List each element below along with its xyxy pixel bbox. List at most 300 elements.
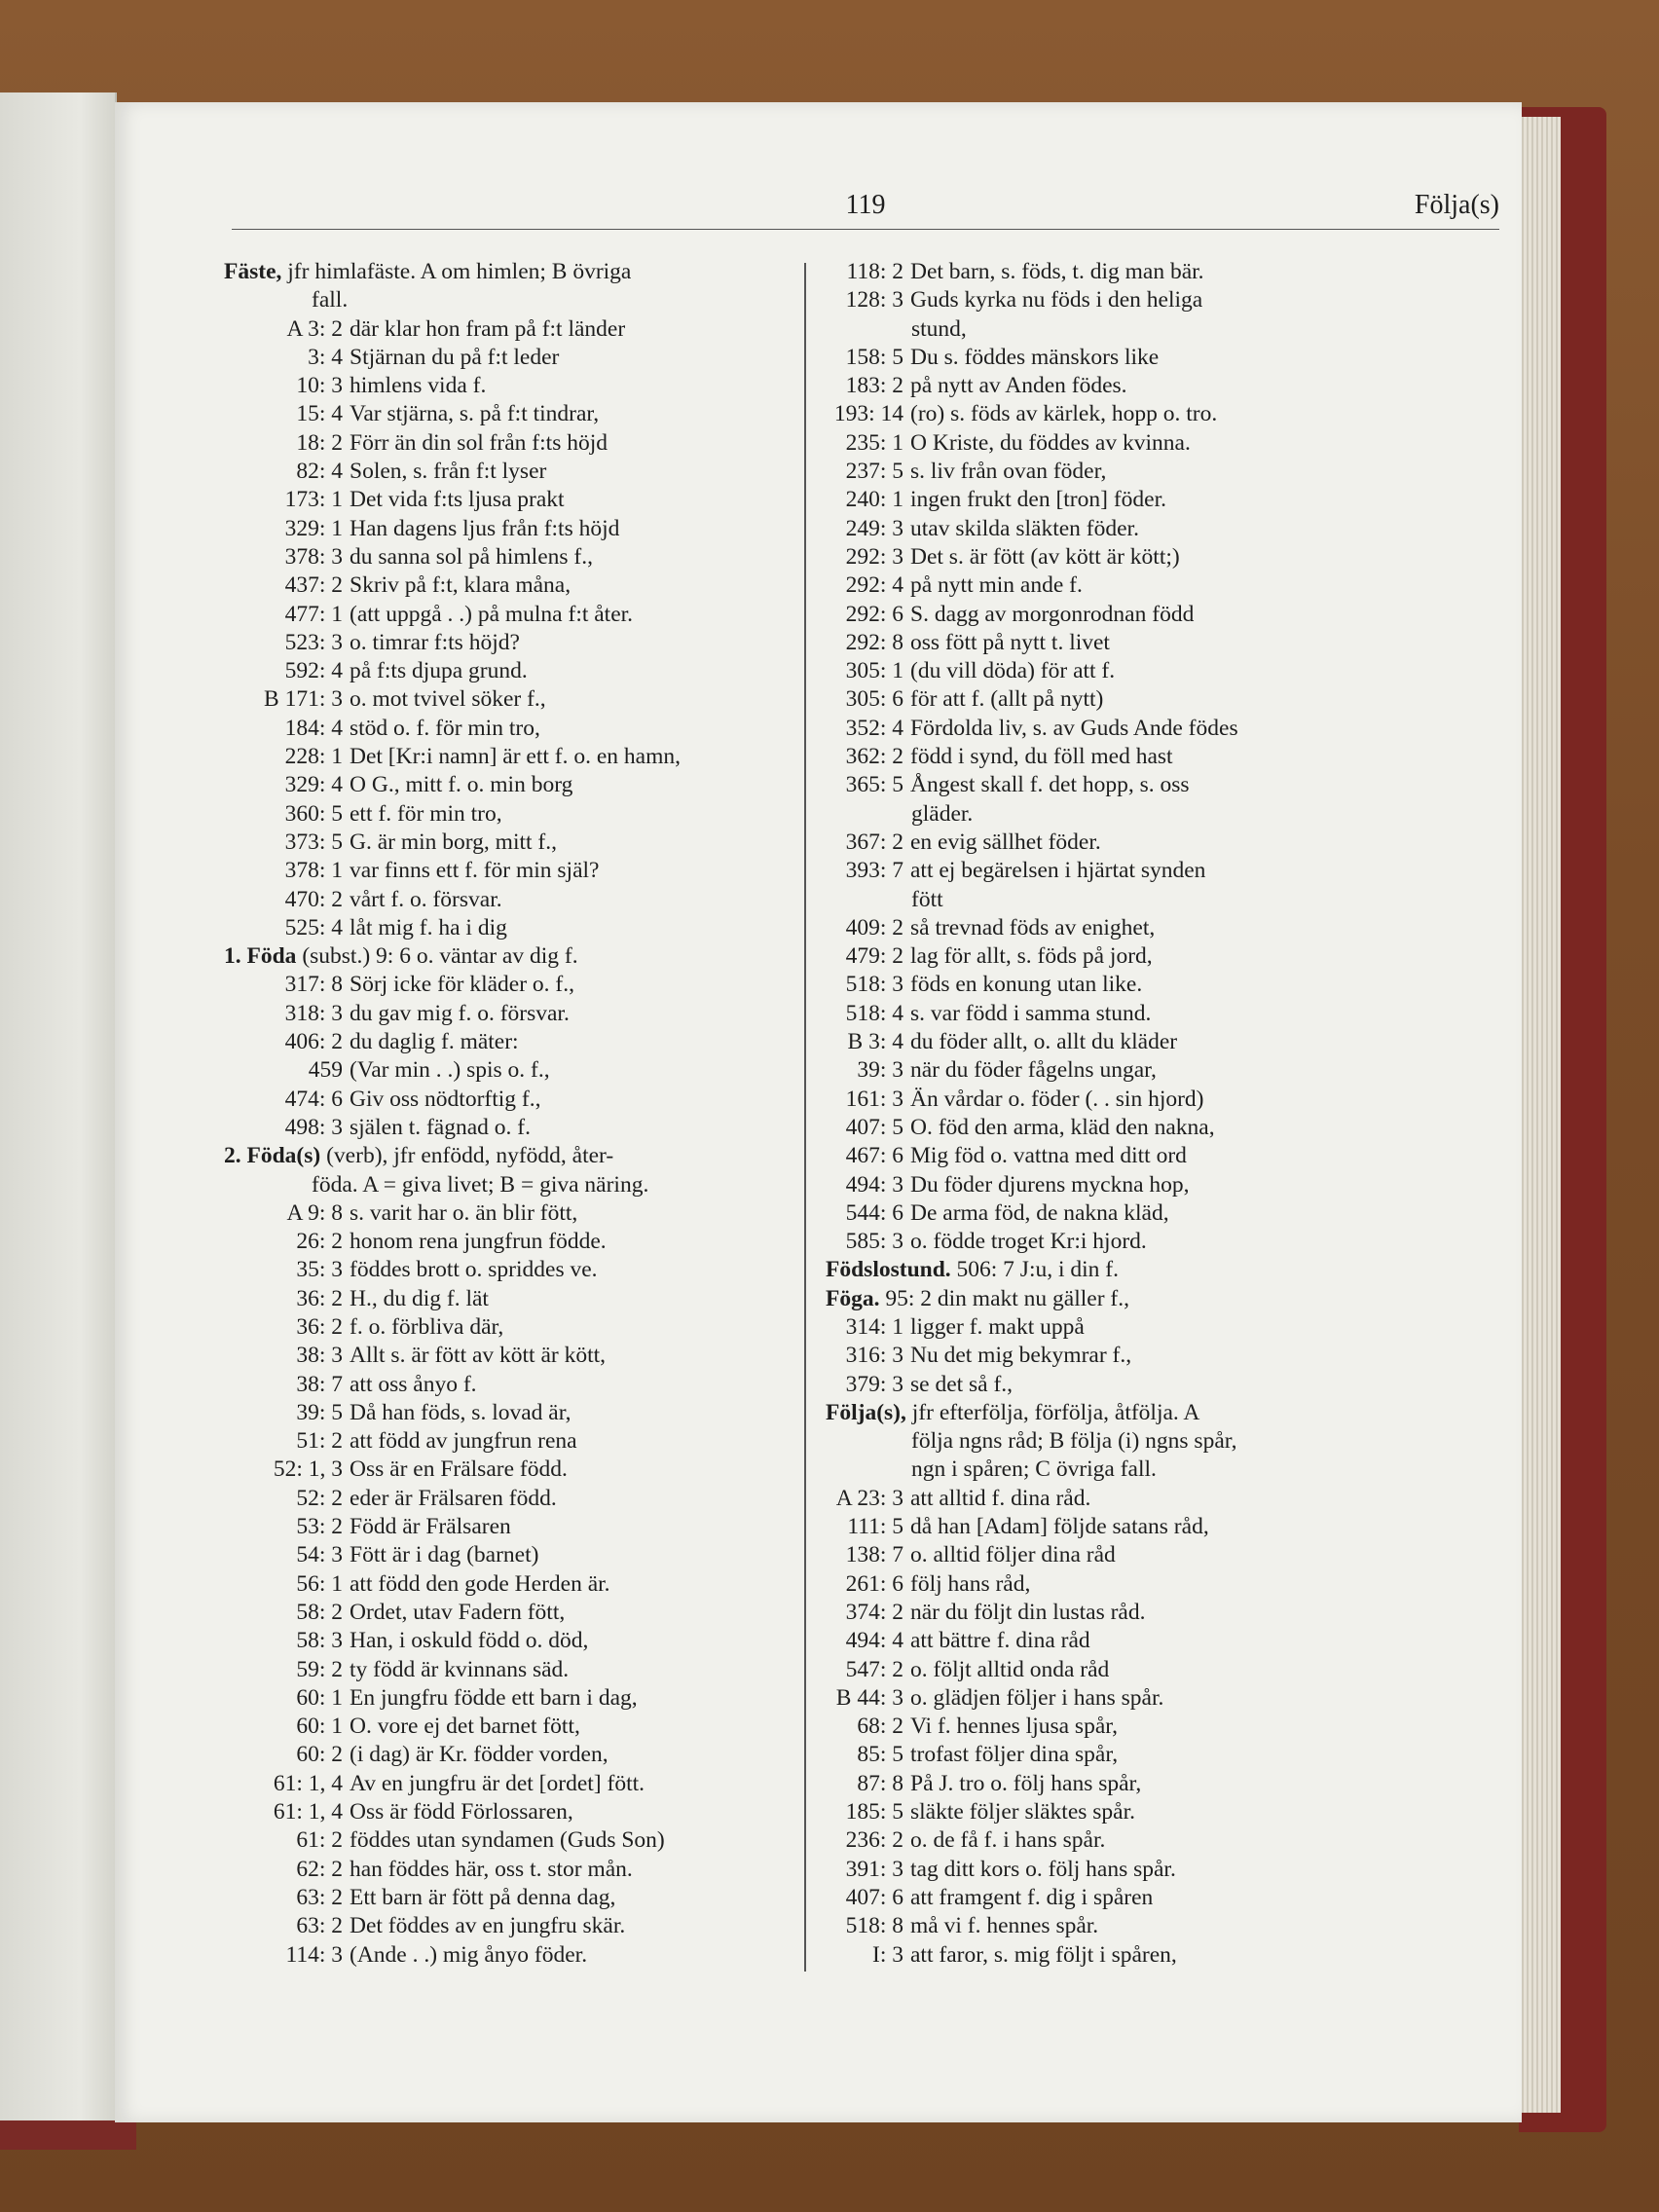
quote-text: när du följt din lustas råd. (910, 1599, 1146, 1625)
hymn-reference: 138: 7 (845, 1542, 903, 1568)
reference-line (224, 743, 905, 771)
reference-line (826, 1713, 1497, 1741)
reference-line (224, 657, 905, 685)
reference-line (826, 1627, 1497, 1655)
hymn-reference: 68: 2 (857, 1714, 903, 1740)
quote-text: (att uppgå . .) på mulna f:t åter. (350, 601, 634, 627)
reference-line (224, 1256, 905, 1284)
quote-text: himlens vida f. (350, 373, 487, 399)
reference-line (224, 400, 905, 428)
hymn-reference: 362: 2 (845, 744, 903, 770)
reference-line (224, 1199, 905, 1228)
hymn-reference: 3: 4 (308, 344, 343, 370)
reference-line (224, 1856, 905, 1884)
hymn-reference: 318: 3 (284, 1000, 343, 1026)
reference-line (826, 771, 1497, 799)
reference-line (826, 1142, 1497, 1170)
reference-line (224, 800, 905, 829)
hymn-reference: 547: 2 (845, 1656, 903, 1682)
hymn-reference: 494: 4 (845, 1628, 903, 1654)
hymn-reference: 314: 1 (845, 1313, 903, 1340)
reference-line (826, 1086, 1497, 1114)
quote-text: O. föd den arma, kläd den nakna, (910, 1114, 1215, 1140)
quote-text: utav skilda släkten föder. (910, 515, 1139, 541)
hymn-reference: 407: 5 (845, 1114, 903, 1140)
hymn-reference: 470: 2 (284, 886, 343, 912)
reference-line (826, 1485, 1497, 1513)
reference-line (224, 543, 905, 571)
continuation-line: stund, (911, 315, 967, 342)
hymn-reference: 38: 3 (296, 1343, 343, 1369)
quote-text: Det barn, s. föds, t. dig man bär. (910, 259, 1204, 284)
quote-text: Allt s. är fött av kött är kött, (350, 1343, 607, 1369)
reference-line (224, 857, 905, 885)
quote-text: Mig föd o. vattna med ditt ord (910, 1143, 1187, 1169)
reference-line (224, 1741, 905, 1769)
quote-text: du gav mig f. o. försvar. (350, 1000, 570, 1026)
reference-line (826, 1684, 1497, 1713)
entry-text: jfr efterfölja, förfölja, åtfölja. A (905, 1399, 1200, 1425)
reference-line (826, 657, 1497, 685)
reference-line (826, 971, 1497, 999)
quote-text: Det föddes av en jungfru skär. (350, 1913, 626, 1939)
hymn-reference: 235: 1 (845, 429, 903, 456)
reference-line (826, 1741, 1497, 1769)
quote-text: att framgent f. dig i spåren (910, 1884, 1154, 1910)
reference-line (826, 571, 1497, 600)
hymn-reference: 518: 3 (845, 972, 903, 998)
entry-text: 95: 2 din makt nu gäller f., (879, 1285, 1129, 1311)
hymn-reference: 52: 1, 3 (273, 1456, 343, 1483)
quote-text: du föder allt, o. allt du kläder (910, 1029, 1178, 1055)
hymn-reference: 63: 2 (296, 1884, 343, 1910)
quote-text: var finns ett f. för min själ? (350, 858, 600, 884)
quote-text: O G., mitt f. o. min borg (350, 772, 573, 798)
quote-text: på nytt av Anden födes. (910, 373, 1127, 399)
hymn-reference: 58: 3 (296, 1628, 343, 1654)
reference-line (826, 1570, 1497, 1599)
reference-line (224, 1826, 905, 1855)
quote-text: s. liv från ovan föder, (910, 459, 1107, 485)
entry-headword-line (224, 1142, 905, 1170)
quote-text: f. o. förbliva där, (350, 1313, 504, 1340)
quote-text: o. glädjen följer i hans spår. (910, 1684, 1164, 1711)
reference-line (826, 1656, 1497, 1684)
quote-text: följ hans råd, (910, 1570, 1031, 1597)
reference-line (826, 372, 1497, 400)
hymn-reference: 592: 4 (284, 658, 343, 684)
reference-line (826, 942, 1497, 971)
hymn-reference: 85: 5 (857, 1742, 903, 1768)
quote-text: Fött är i dag (barnet) (350, 1542, 539, 1568)
hymn-reference: 61: 2 (296, 1827, 343, 1854)
hymn-reference: 292: 6 (845, 601, 903, 627)
quote-text: må vi f. hennes spår. (910, 1913, 1099, 1939)
quote-text: honom rena jungfrun födde. (350, 1229, 607, 1255)
hymn-reference: 173: 1 (284, 487, 343, 513)
hymn-reference: 360: 5 (284, 800, 343, 827)
hymn-reference: 158: 5 (845, 344, 903, 370)
quote-text: Oss är en Frälsare född. (350, 1456, 568, 1483)
reference-line (224, 1884, 905, 1912)
reference-line (826, 1199, 1497, 1228)
reference-line (826, 685, 1497, 714)
quote-text: Stjärnan du på f:t leder (350, 344, 560, 370)
quote-text: H., du dig f. lät (350, 1285, 489, 1311)
hymn-reference: 317: 8 (284, 972, 343, 998)
hymn-reference: 523: 3 (284, 629, 343, 655)
quote-text: Han, i oskuld född o. död, (350, 1628, 589, 1654)
reference-line (224, 372, 905, 400)
reference-line (224, 1684, 905, 1713)
reference-line (826, 543, 1497, 571)
hymn-reference: 409: 2 (845, 914, 903, 940)
reference-line (826, 629, 1497, 657)
hymn-reference: 477: 1 (284, 601, 343, 627)
quote-text: stöd o. f. för min tro, (350, 715, 540, 741)
quote-text: Förr än din sol från f:ts höjd (350, 429, 608, 456)
reference-line (224, 458, 905, 486)
reference-line (826, 1826, 1497, 1855)
quote-text: Du s. föddes mänskors like (910, 344, 1160, 370)
reference-line (224, 1541, 905, 1569)
reference-line (224, 1713, 905, 1741)
hymn-reference: 437: 2 (284, 572, 343, 599)
reference-line (224, 1427, 905, 1456)
quote-text: föds en konung utan like. (910, 972, 1143, 998)
hymn-reference: 10: 3 (296, 373, 343, 399)
reference-line (826, 1599, 1497, 1627)
quote-text: Då han föds, s. lovad är, (350, 1399, 571, 1425)
quote-text: då han [Adam] följde satans råd, (910, 1514, 1209, 1540)
reference-line (224, 715, 905, 743)
hymn-reference: 518: 4 (845, 1000, 903, 1026)
quote-text: Än vårdar o. föder (. . sin hjord) (910, 1086, 1204, 1112)
running-head: Följa(s) (1414, 190, 1499, 220)
hymn-reference: 329: 1 (284, 515, 343, 541)
quote-text: (ro) s. föds av kärlek, hopp o. tro. (910, 401, 1218, 427)
quote-text: o. de få f. i hans spår. (910, 1827, 1106, 1854)
hymn-reference: 292: 8 (845, 629, 903, 655)
hymn-reference: 525: 4 (284, 914, 343, 940)
quote-text: o. följt alltid onda råd (910, 1656, 1110, 1682)
quote-text: själen t. fägnad o. f. (350, 1114, 531, 1140)
reference-line (224, 429, 905, 458)
reference-line (224, 315, 905, 344)
hymn-reference: I: 3 (872, 1941, 903, 1968)
quote-text: ingen frukt den [tron] föder. (910, 487, 1166, 513)
reference-line (224, 1485, 905, 1513)
hymn-reference: 39: 5 (296, 1399, 343, 1425)
hymn-reference: 35: 3 (296, 1257, 343, 1283)
reference-line (224, 486, 905, 514)
quote-text: att ej begärelsen i hjärtat synden (910, 858, 1206, 884)
hymn-reference: 459 (308, 1057, 343, 1084)
quote-text: Oss är född Förlossaren, (350, 1799, 573, 1825)
entry-text: jfr himlafäste. A om himlen; B övriga (281, 259, 632, 284)
reference-line (826, 1371, 1497, 1399)
quote-text: släkte följer släktes spår. (910, 1799, 1136, 1825)
reference-line (224, 601, 905, 629)
entry-text: 506: 7 J:u, i din f. (950, 1257, 1119, 1283)
quote-text: o. alltid följer dina råd (910, 1542, 1116, 1568)
hymn-reference: 193: 14 (833, 401, 903, 427)
hymn-reference: 498: 3 (284, 1114, 343, 1140)
hymn-reference: 60: 1 (296, 1684, 343, 1711)
continuation-line: fall. (312, 287, 349, 313)
hymn-reference: 36: 2 (296, 1285, 343, 1311)
right-column (826, 258, 1497, 1970)
hymn-reference: 36: 2 (296, 1313, 343, 1340)
reference-line (826, 1000, 1497, 1028)
reference-line (224, 629, 905, 657)
entry-headword-line (826, 1256, 1497, 1284)
hymn-reference: 585: 3 (845, 1229, 903, 1255)
quote-text: O. vore ej det barnet fött, (350, 1714, 580, 1740)
hymn-reference: 15: 4 (296, 401, 343, 427)
quote-text: Ordet, utav Fadern fött, (350, 1599, 566, 1625)
hymn-reference: 374: 2 (845, 1599, 903, 1625)
quote-text: Sörj icke för kläder o. f., (350, 972, 575, 998)
book-page (115, 102, 1522, 2122)
quote-text: På J. tro o. följ hans spår, (910, 1770, 1142, 1796)
page-number: 119 (845, 190, 886, 220)
quote-text: föddes brott o. spriddes ve. (350, 1257, 598, 1283)
hymn-reference: 352: 4 (845, 715, 903, 741)
hymn-reference: 292: 4 (845, 572, 903, 599)
quote-text: Du föder djurens myckna hop, (910, 1171, 1190, 1198)
reference-line (826, 429, 1497, 458)
reference-line (224, 1371, 905, 1399)
reference-line (224, 886, 905, 914)
hymn-reference: A 3: 2 (286, 315, 343, 342)
hymn-reference: 87: 8 (857, 1770, 903, 1796)
quote-text: se det så f., (910, 1371, 1014, 1397)
quote-text: du sanna sol på himlens f., (350, 543, 593, 570)
hymn-reference: 305: 1 (845, 658, 903, 684)
reference-line (224, 1313, 905, 1342)
hymn-reference: 59: 2 (296, 1656, 343, 1682)
quote-text: o. födde troget Kr:i hjord. (910, 1229, 1147, 1255)
quote-text: ty född är kvinnans säd. (350, 1656, 570, 1682)
hymn-reference: 53: 2 (296, 1514, 343, 1540)
reference-line (826, 1313, 1497, 1342)
quote-text: (i dag) är Kr. födder vorden, (350, 1742, 608, 1768)
hymn-reference: 228: 1 (284, 744, 343, 770)
hymn-reference: A 9: 8 (286, 1199, 343, 1226)
reference-line (826, 1056, 1497, 1085)
reference-line (826, 601, 1497, 629)
reference-line (826, 1541, 1497, 1569)
reference-line (224, 1000, 905, 1028)
quote-text: Guds kyrka nu föds i den heliga (910, 287, 1203, 313)
hymn-reference: 61: 1, 4 (273, 1770, 343, 1796)
hymn-reference: 60: 2 (296, 1742, 343, 1768)
quote-text: när du föder fågelns ungar, (910, 1057, 1157, 1084)
quote-text: Han dagens ljus från f:ts höjd (350, 515, 620, 541)
headword: Födslostund. (826, 1257, 951, 1283)
quote-text: föddes utan syndamen (Guds Son) (350, 1827, 665, 1854)
hymn-reference: 118: 2 (846, 259, 903, 284)
quote-text: Vi f. hennes ljusa spår, (910, 1714, 1119, 1740)
quote-text: låt mig f. ha i dig (350, 914, 507, 940)
quote-text: Nu det mig bekymrar f., (910, 1343, 1132, 1369)
quote-text: att faror, s. mig följt i spåren, (910, 1941, 1177, 1968)
quote-text: där klar hon fram på f:t länder (350, 315, 626, 342)
hymn-reference: 61: 1, 4 (273, 1799, 343, 1825)
hymn-reference: 261: 6 (845, 1570, 903, 1597)
reference-line (224, 1342, 905, 1370)
quote-text: han föddes här, oss t. stor mån. (350, 1856, 633, 1882)
quote-text: s. varit har o. än blir fött, (350, 1199, 578, 1226)
reference-line (224, 1028, 905, 1056)
hymn-reference: A 23: 3 (835, 1485, 903, 1511)
hymn-reference: 367: 2 (845, 829, 903, 855)
hymn-reference: 111: 5 (847, 1514, 903, 1540)
quote-text: Av en jungfru är det [ordet] fött. (350, 1770, 645, 1796)
reference-line (826, 458, 1497, 486)
reference-line (224, 344, 905, 372)
column-divider (804, 263, 806, 1972)
reference-line (826, 1798, 1497, 1826)
reference-line (826, 1114, 1497, 1142)
hymn-reference: 391: 3 (845, 1856, 903, 1882)
quote-text: att född den gode Herden är. (350, 1570, 610, 1597)
hymn-reference: 236: 2 (845, 1827, 903, 1854)
reference-line (224, 515, 905, 543)
quote-text: Fördolda liv, s. av Guds Ande födes (910, 715, 1238, 741)
headword: 1. Föda (224, 943, 297, 970)
hymn-reference: 378: 1 (284, 858, 343, 884)
reference-line (224, 1228, 905, 1256)
quote-text: (Var min . .) spis o. f., (350, 1057, 550, 1084)
continuation-line: följa ngns råd; B följa (i) ngns spår, (911, 1428, 1237, 1455)
quote-text: (Ande . .) mig ånyo föder. (350, 1941, 588, 1968)
hymn-reference: 544: 6 (845, 1199, 903, 1226)
reference-line (224, 1770, 905, 1798)
hymn-reference: 316: 3 (845, 1343, 903, 1369)
hymn-reference: 365: 5 (845, 772, 903, 798)
hymn-reference: 378: 3 (284, 543, 343, 570)
reference-line (826, 1770, 1497, 1798)
hymn-reference: 39: 3 (857, 1057, 903, 1084)
hymn-reference: 62: 2 (296, 1856, 343, 1882)
reference-line (224, 1798, 905, 1826)
reference-line (224, 1627, 905, 1655)
reference-line (224, 829, 905, 857)
entry-headword-line (224, 942, 905, 971)
hymn-reference: 479: 2 (845, 943, 903, 970)
hymn-reference: 114: 3 (285, 1941, 343, 1968)
continuation-line: gläder. (911, 800, 974, 827)
quote-text: lag för allt, s. föds på jord, (910, 943, 1153, 970)
entry-text: (verb), jfr enfödd, nyfödd, åter- (320, 1143, 614, 1169)
reference-line (826, 715, 1497, 743)
reference-line (826, 286, 1497, 314)
reference-line (826, 1228, 1497, 1256)
reference-line (826, 1342, 1497, 1370)
quote-text: ligger f. makt uppå (910, 1313, 1085, 1340)
entry-headword-line (826, 1399, 1497, 1427)
left-column (224, 258, 905, 1970)
quote-text: oss fött på nytt t. livet (910, 629, 1110, 655)
reference-line (826, 1884, 1497, 1912)
quote-text: Ångest skall f. det hopp, s. oss (910, 772, 1190, 798)
reference-line (224, 1656, 905, 1684)
headword: Följa(s), (826, 1399, 906, 1425)
quote-text: Det [Kr:i namn] är ett f. o. en hamn, (350, 744, 681, 770)
quote-text: S. dagg av morgonrodnan född (910, 601, 1195, 627)
quote-text: s. var född i samma stund. (910, 1000, 1152, 1026)
reference-line (826, 1513, 1497, 1541)
reference-line (826, 515, 1497, 543)
hymn-reference: 183: 2 (845, 373, 903, 399)
hymn-reference: B 171: 3 (264, 686, 343, 713)
hymn-reference: 379: 3 (845, 1371, 903, 1397)
hymn-reference: 60: 1 (296, 1714, 343, 1740)
quote-text: G. är min borg, mitt f., (350, 829, 558, 855)
reference-line (224, 1114, 905, 1142)
quote-text: De arma föd, de nakna kläd, (910, 1199, 1169, 1226)
reference-line (224, 1570, 905, 1599)
hymn-reference: 82: 4 (296, 459, 343, 485)
entry-headword-line (826, 1285, 1497, 1313)
hymn-reference: 249: 3 (845, 515, 903, 541)
entry-text: (subst.) 9: 6 o. väntar av dig f. (296, 943, 578, 970)
quote-text: på f:ts djupa grund. (350, 658, 528, 684)
hymn-reference: 373: 5 (284, 829, 343, 855)
hymn-reference: 18: 2 (296, 429, 343, 456)
hymn-reference: 185: 5 (845, 1799, 903, 1825)
quote-text: Född är Frälsaren (350, 1514, 511, 1540)
quote-text: på nytt min ande f. (910, 572, 1083, 599)
reference-line (224, 685, 905, 714)
quote-text: att bättre f. dina råd (910, 1628, 1090, 1654)
hymn-reference: 474: 6 (284, 1086, 343, 1112)
hymn-reference: 240: 1 (845, 487, 903, 513)
quote-text: så trevnad föds av enighet, (910, 914, 1156, 940)
hymn-reference: 128: 3 (845, 287, 903, 313)
reference-line (224, 1599, 905, 1627)
quote-text: trofast följer dina spår, (910, 1742, 1119, 1768)
quote-text: o. mot tvivel söker f., (350, 686, 546, 713)
quote-text: eder är Frälsaren född. (350, 1485, 557, 1511)
reference-line (826, 486, 1497, 514)
reference-line (224, 914, 905, 942)
quote-text: att född av jungfrun rena (350, 1428, 577, 1455)
quote-text: att alltid f. dina råd. (910, 1485, 1091, 1511)
hymn-reference: B 44: 3 (835, 1684, 903, 1711)
quote-text: (du vill döda) för att f. (910, 658, 1116, 684)
hymn-reference: 184: 4 (284, 715, 343, 741)
reference-line (826, 914, 1497, 942)
reference-line (224, 971, 905, 999)
quote-text: En jungfru födde ett barn i dag, (350, 1684, 638, 1711)
reference-line (826, 1171, 1497, 1199)
reference-line (224, 1056, 905, 1085)
hymn-reference: 58: 2 (296, 1599, 343, 1625)
hymn-reference: 407: 6 (845, 1884, 903, 1910)
hymn-reference: 56: 1 (296, 1570, 343, 1597)
quote-text: Ett barn är fött på denna dag, (350, 1884, 616, 1910)
hymn-reference: 305: 6 (845, 686, 903, 713)
reference-line (224, 1941, 905, 1970)
entry-headword-line (224, 258, 905, 286)
continuation-line: ngn i spåren; C övriga fall. (911, 1456, 1157, 1483)
quote-text: ett f. för min tro, (350, 800, 502, 827)
quote-text: född i synd, du föll med hast (910, 744, 1173, 770)
hymn-reference: 38: 7 (296, 1371, 343, 1397)
